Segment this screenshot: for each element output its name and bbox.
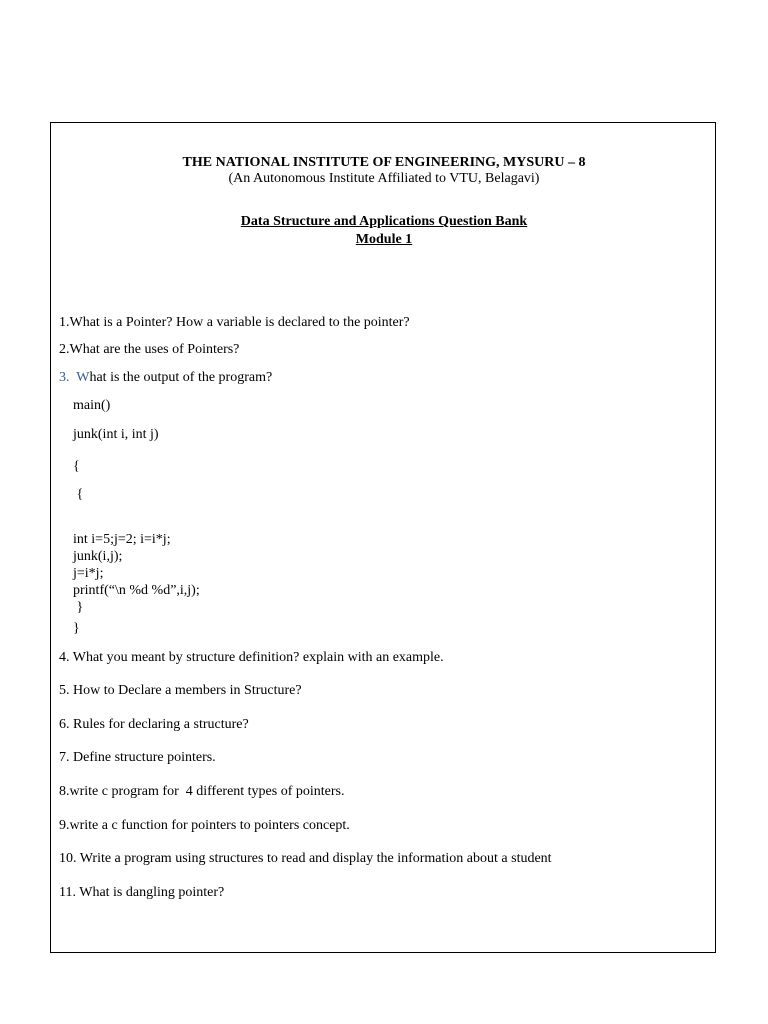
institute-name: THE NATIONAL INSTITUTE OF ENGINEERING, MYSURU – 8 <box>182 155 586 170</box>
institute-affiliation: (An Autonomous Institute Affiliated to VTU, Belagavi) <box>228 171 540 186</box>
question-2: 2.What are the uses of Pointers? <box>59 342 240 357</box>
question-3-number: 3. W <box>59 370 90 385</box>
question-4: 4. What you meant by structure definition? explain with an example. <box>59 650 444 665</box>
question-3-text: hat is the output of the program? <box>89 370 273 385</box>
code-line-6: junk(i,j); <box>73 549 123 564</box>
code-line-10: } <box>73 621 80 636</box>
question-1: 1.What is a Pointer? How a variable is declared to the pointer? <box>59 315 410 330</box>
code-line-3: { <box>73 459 80 474</box>
question-5: 5. How to Declare a members in Structure? <box>59 683 302 698</box>
question-9: 9.write a c function for pointers to pointers concept. <box>59 818 350 833</box>
code-line-5: int i=5;j=2; i=i*j; <box>73 532 171 547</box>
document-title: Data Structure and Applications Question Bank <box>240 214 528 229</box>
question-11: 11. What is dangling pointer? <box>59 885 225 900</box>
page-frame <box>50 122 716 953</box>
code-line-2: junk(int i, int j) <box>73 427 159 442</box>
question-3 <box>59 369 272 386</box>
code-line-8: printf(“\n %d %d”,i,j); <box>73 583 200 598</box>
code-line-4: { <box>73 487 84 502</box>
question-8: 8.write c program for 4 different types of pointers. <box>59 784 345 799</box>
code-line-1: main() <box>73 398 111 413</box>
question-6: 6. Rules for declaring a structure? <box>59 717 249 732</box>
code-line-9: } <box>73 600 84 615</box>
question-7: 7. Define structure pointers. <box>59 750 216 765</box>
code-line-7: j=i*j; <box>73 566 104 581</box>
module-heading: Module 1 <box>355 232 413 247</box>
question-10: 10. Write a program using structures to read and display the information about a student <box>59 851 552 866</box>
